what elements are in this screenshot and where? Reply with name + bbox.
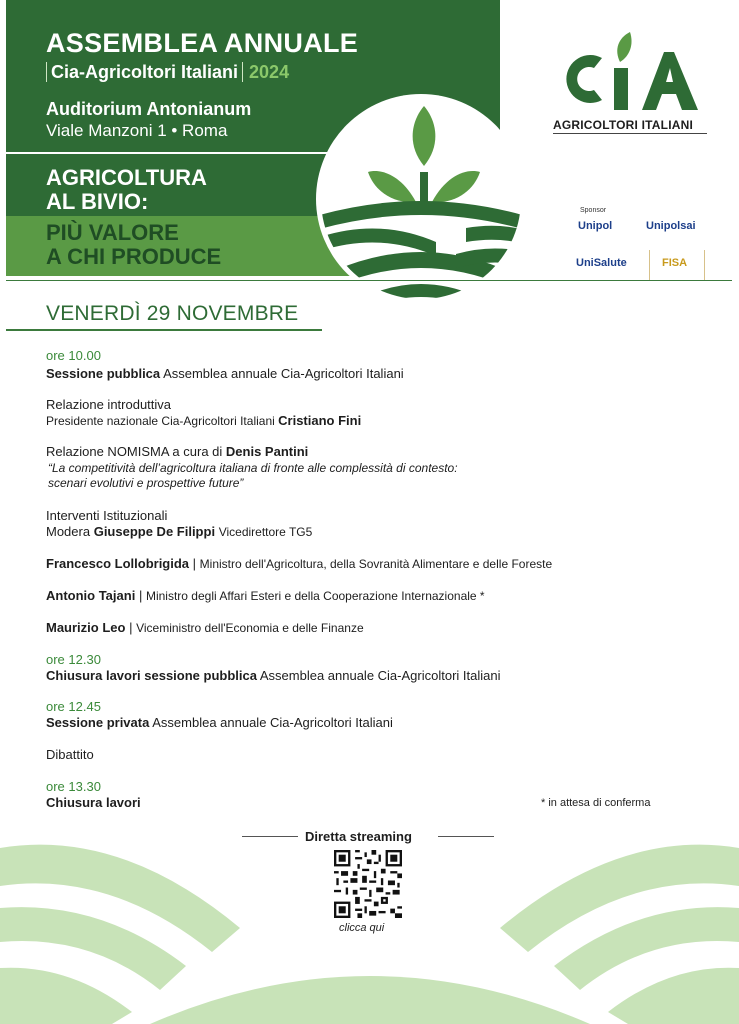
time-1230: ore 12.30 bbox=[46, 652, 101, 667]
debate-item: Dibattito bbox=[46, 747, 94, 762]
sponsor-fisa-logo: FISA bbox=[662, 257, 688, 269]
speaker-role: Ministro degli Affari Esteri e della Cooperazione Internazionale * bbox=[145, 589, 485, 603]
program-item bbox=[46, 588, 485, 603]
program-item bbox=[46, 413, 361, 428]
stream-line-left bbox=[242, 836, 298, 837]
brand-subtitle: AGRICOLTORI ITALIANI bbox=[553, 118, 693, 132]
sponsor-unisalute-logo: UniSalute bbox=[576, 257, 627, 269]
theme-subheading bbox=[46, 221, 346, 269]
speaker-name: Antonio Tajani bbox=[46, 588, 136, 603]
time-1000: ore 10.00 bbox=[46, 348, 101, 363]
item-title: Relazione NOMISMA a cura di bbox=[46, 444, 223, 459]
confirmation-note: * in attesa di conferma bbox=[541, 797, 651, 809]
program-item bbox=[46, 556, 552, 571]
header-divider bbox=[6, 280, 732, 281]
venue-address: Viale Manzoni 1 • Roma bbox=[46, 121, 228, 140]
item-title: Sessione privata bbox=[46, 715, 150, 730]
item-desc: Assemblea annuale Cia-Agricoltori Italiani bbox=[163, 366, 404, 381]
streaming-title: Diretta streaming bbox=[305, 829, 412, 844]
nomisma-quote-2: scenari evolutivi e prospettive future” bbox=[48, 476, 244, 490]
time-1330: ore 13.30 bbox=[46, 779, 101, 794]
moderator-role: Vicedirettore TG5 bbox=[218, 525, 313, 539]
divider bbox=[46, 62, 47, 82]
program-item bbox=[46, 366, 404, 381]
separator: | bbox=[129, 620, 133, 635]
speaker-name: Francesco Lollobrigida bbox=[46, 556, 190, 571]
item-desc: Presidente nazionale Cia-Agricoltori Italiani bbox=[46, 414, 275, 428]
sponsor-unipol-logo: Unipol bbox=[578, 220, 613, 232]
sponsor-label: Sponsor bbox=[580, 207, 607, 214]
moderator-name: Giuseppe De Filippi bbox=[93, 524, 216, 539]
intro-title: Relazione introduttiva bbox=[46, 397, 172, 412]
brand-underline bbox=[553, 133, 707, 134]
separator: | bbox=[192, 556, 197, 571]
separator: | bbox=[138, 588, 143, 603]
program-item bbox=[46, 524, 312, 539]
divider bbox=[242, 62, 243, 82]
stream-line-right bbox=[438, 836, 494, 837]
item-desc: Assemblea annuale Cia-Agricoltori Italiani bbox=[259, 668, 501, 683]
theme-line-1: AGRICOLTURA bbox=[46, 165, 207, 190]
program-item bbox=[46, 620, 364, 635]
theme-line-3: PIÙ VALORE bbox=[46, 220, 179, 245]
venue-name: Auditorium Antonianum bbox=[46, 99, 252, 119]
sprout-logo bbox=[316, 94, 526, 304]
theme-line-2: AL BIVIO: bbox=[46, 189, 149, 214]
cia-wordmark-icon bbox=[552, 30, 708, 116]
item-desc: Assemblea annuale Cia-Agricoltori Italiani bbox=[152, 715, 393, 730]
program-item bbox=[46, 715, 393, 730]
speaker-role: Viceministro dell'Economia e delle Finanze bbox=[136, 621, 364, 635]
event-year: 2024 bbox=[249, 62, 290, 82]
event-date: VENERDÌ 29 NOVEMBRE bbox=[46, 302, 299, 325]
qr-caption-link[interactable]: clicca qui bbox=[339, 922, 385, 934]
qr-code[interactable] bbox=[334, 850, 402, 918]
moderator-label: Modera bbox=[46, 524, 91, 539]
speaker-name: Denis Pantini bbox=[225, 444, 309, 459]
theme-line-4: A CHI PRODUCE bbox=[46, 244, 222, 269]
speaker-name: Cristiano Fini bbox=[278, 413, 362, 428]
sponsor-divider bbox=[704, 250, 705, 280]
sponsor-unipolsai-logo: Unipolsai bbox=[646, 220, 696, 232]
institutional-title: Interventi Istituzionali bbox=[46, 508, 168, 523]
sponsor-divider bbox=[649, 250, 650, 280]
theme-heading bbox=[46, 166, 346, 214]
program-item bbox=[46, 444, 308, 459]
date-underline bbox=[6, 329, 322, 331]
speaker-name: Maurizio Leo bbox=[46, 620, 126, 635]
item-title: Chiusura lavori bbox=[46, 795, 141, 810]
time-1245: ore 12.45 bbox=[46, 699, 101, 714]
speaker-role: Ministro dell'Agricoltura, della Sovranità Alimentare e delle Foreste bbox=[199, 557, 553, 571]
nomisma-quote-1: “La competitività dell’agricoltura italiana di fronte alle complessità di contesto: bbox=[48, 461, 458, 475]
organization-row bbox=[46, 62, 289, 83]
sprout-icon bbox=[316, 94, 526, 304]
item-title: Chiusura lavori sessione pubblica bbox=[46, 668, 257, 683]
item-title: Sessione pubblica bbox=[46, 366, 161, 381]
event-title: ASSEMBLEA ANNUALE bbox=[46, 28, 359, 58]
organization-name: Cia-Agricoltori Italiani bbox=[51, 62, 239, 82]
program-item bbox=[46, 668, 500, 683]
